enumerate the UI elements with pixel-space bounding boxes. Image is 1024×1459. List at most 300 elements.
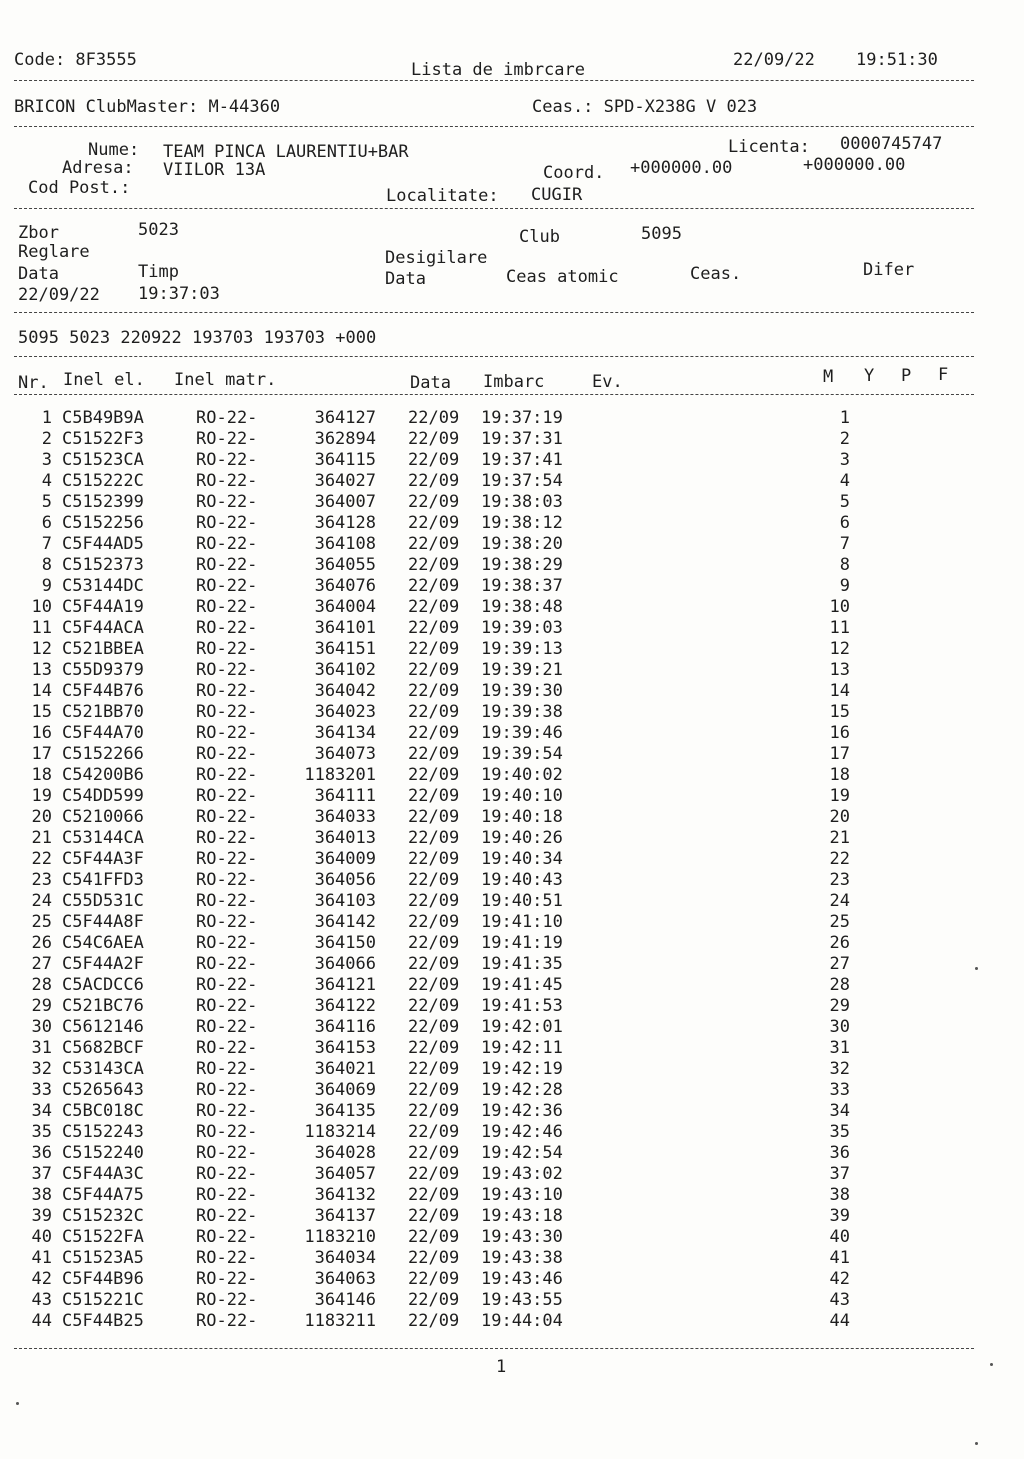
electronic-ring: C515222C bbox=[62, 471, 144, 491]
ring-prefix: RO-22- bbox=[196, 1311, 258, 1331]
ring-prefix: RO-22- bbox=[196, 1059, 258, 1079]
basket-date: 22/09 bbox=[408, 1206, 460, 1226]
basket-time: 19:39:21 bbox=[481, 660, 563, 680]
row-number: 35 bbox=[31, 1122, 52, 1142]
position-m: 20 bbox=[829, 807, 850, 827]
electronic-ring: C5F44A75 bbox=[62, 1185, 144, 1205]
electronic-ring: C51522F3 bbox=[62, 429, 144, 449]
table-row bbox=[0, 660, 1024, 681]
ring-number: 364013 bbox=[314, 828, 376, 848]
position-m: 42 bbox=[829, 1269, 850, 1289]
basket-time: 19:42:19 bbox=[481, 1059, 563, 1079]
basket-time: 19:39:38 bbox=[481, 702, 563, 722]
basket-time: 19:41:35 bbox=[481, 954, 563, 974]
table-row bbox=[0, 429, 1024, 450]
electronic-ring: C55D531C bbox=[62, 891, 144, 911]
electronic-ring: C5152399 bbox=[62, 492, 144, 512]
row-number: 41 bbox=[31, 1248, 52, 1268]
row-number: 10 bbox=[31, 597, 52, 617]
row-number: 8 bbox=[41, 555, 52, 575]
divider bbox=[14, 394, 974, 395]
position-m: 17 bbox=[829, 744, 850, 764]
basket-date: 22/09 bbox=[408, 1248, 460, 1268]
ring-prefix: RO-22- bbox=[196, 618, 258, 638]
table-row bbox=[0, 1227, 1024, 1248]
position-m: 15 bbox=[829, 702, 850, 722]
basket-date: 22/09 bbox=[408, 1017, 460, 1037]
basket-time: 19:39:03 bbox=[481, 618, 563, 638]
electronic-ring: C5152373 bbox=[62, 555, 144, 575]
basket-date: 22/09 bbox=[408, 786, 460, 806]
table-row bbox=[0, 534, 1024, 555]
ring-prefix: RO-22- bbox=[196, 1038, 258, 1058]
ring-number: 364034 bbox=[314, 1248, 376, 1268]
ring-number: 364009 bbox=[314, 849, 376, 869]
reglare-time-label: Timp bbox=[138, 262, 179, 282]
ring-number: 1183211 bbox=[304, 1311, 376, 1331]
position-m: 31 bbox=[829, 1038, 850, 1058]
club-label: Club bbox=[519, 227, 560, 247]
electronic-ring: C54C6AEA bbox=[62, 933, 144, 953]
position-m: 40 bbox=[829, 1227, 850, 1247]
club-number: 5095 bbox=[641, 224, 682, 244]
table-row bbox=[0, 1290, 1024, 1311]
basket-time: 19:39:30 bbox=[481, 681, 563, 701]
table-row bbox=[0, 912, 1024, 933]
ring-number: 364101 bbox=[314, 618, 376, 638]
postcode-label: Cod Post.: bbox=[28, 178, 131, 198]
ring-prefix: RO-22- bbox=[196, 1206, 258, 1226]
row-number: 20 bbox=[31, 807, 52, 827]
basket-date: 22/09 bbox=[408, 1185, 460, 1205]
ring-number: 364056 bbox=[314, 870, 376, 890]
table-row bbox=[0, 1059, 1024, 1080]
ring-number: 364128 bbox=[314, 513, 376, 533]
basket-date: 22/09 bbox=[408, 870, 460, 890]
electronic-ring: C521BB70 bbox=[62, 702, 144, 722]
electronic-ring: C5152256 bbox=[62, 513, 144, 533]
position-m: 1 bbox=[839, 408, 850, 428]
basket-time: 19:42:28 bbox=[481, 1080, 563, 1100]
ring-number: 364103 bbox=[314, 891, 376, 911]
ring-prefix: RO-22- bbox=[196, 1017, 258, 1037]
ring-prefix: RO-22- bbox=[196, 702, 258, 722]
electronic-ring: C55D9379 bbox=[62, 660, 144, 680]
basket-date: 22/09 bbox=[408, 891, 460, 911]
table-row bbox=[0, 1038, 1024, 1059]
position-m: 38 bbox=[829, 1185, 850, 1205]
basket-date: 22/09 bbox=[408, 723, 460, 743]
license-label: Licenta: bbox=[728, 137, 810, 157]
basket-date: 22/09 bbox=[408, 1311, 460, 1331]
ring-prefix: RO-22- bbox=[196, 765, 258, 785]
divider bbox=[14, 208, 974, 209]
ring-number: 364142 bbox=[314, 912, 376, 932]
basket-time: 19:40:34 bbox=[481, 849, 563, 869]
ring-prefix: RO-22- bbox=[196, 891, 258, 911]
electronic-ring: C51523CA bbox=[62, 450, 144, 470]
ring-prefix: RO-22- bbox=[196, 429, 258, 449]
basket-date: 22/09 bbox=[408, 534, 460, 554]
basket-date: 22/09 bbox=[408, 1059, 460, 1079]
difference-label: Difer bbox=[863, 260, 915, 280]
electronic-ring: C5F44A3C bbox=[62, 1164, 144, 1184]
table-row bbox=[0, 1185, 1024, 1206]
ring-number: 364004 bbox=[314, 597, 376, 617]
basket-time: 19:43:30 bbox=[481, 1227, 563, 1247]
electronic-ring: C5F44A70 bbox=[62, 723, 144, 743]
col-f: F bbox=[938, 365, 949, 385]
basket-date: 22/09 bbox=[408, 450, 460, 470]
basket-date: 22/09 bbox=[408, 408, 460, 428]
ring-prefix: RO-22- bbox=[196, 534, 258, 554]
ring-prefix: RO-22- bbox=[196, 576, 258, 596]
position-m: 19 bbox=[829, 786, 850, 806]
ring-prefix: RO-22- bbox=[196, 450, 258, 470]
position-m: 7 bbox=[839, 534, 850, 554]
col-nr: Nr. bbox=[18, 373, 49, 393]
table-row bbox=[0, 933, 1024, 954]
row-number: 26 bbox=[31, 933, 52, 953]
license-number: 0000745747 bbox=[840, 134, 943, 154]
basket-date: 22/09 bbox=[408, 513, 460, 533]
ring-number: 364132 bbox=[314, 1185, 376, 1205]
basket-time: 19:39:13 bbox=[481, 639, 563, 659]
table-row bbox=[0, 1269, 1024, 1290]
clock-label: Ceas.: SPD-X238G V 023 bbox=[532, 97, 758, 117]
table-row bbox=[0, 450, 1024, 471]
row-number: 19 bbox=[31, 786, 52, 806]
row-number: 42 bbox=[31, 1269, 52, 1289]
basket-time: 19:40:10 bbox=[481, 786, 563, 806]
row-number: 1 bbox=[41, 408, 52, 428]
ring-number: 364146 bbox=[314, 1290, 376, 1310]
ring-prefix: RO-22- bbox=[196, 660, 258, 680]
address-label: Adresa: bbox=[62, 158, 134, 178]
reglare-label: Reglare bbox=[18, 242, 90, 262]
electronic-ring: C5F44A8F bbox=[62, 912, 144, 932]
basket-date: 22/09 bbox=[408, 576, 460, 596]
electronic-ring: C5682BCF bbox=[62, 1038, 144, 1058]
row-number: 44 bbox=[31, 1311, 52, 1331]
basket-date: 22/09 bbox=[408, 471, 460, 491]
table-row bbox=[0, 408, 1024, 429]
table-row bbox=[0, 513, 1024, 534]
basket-date: 22/09 bbox=[408, 702, 460, 722]
col-ev: Ev. bbox=[592, 372, 623, 392]
basket-date: 22/09 bbox=[408, 429, 460, 449]
basket-date: 22/09 bbox=[408, 975, 460, 995]
row-number: 13 bbox=[31, 660, 52, 680]
ring-number: 364151 bbox=[314, 639, 376, 659]
flight-number: 5023 bbox=[138, 220, 179, 240]
position-m: 33 bbox=[829, 1080, 850, 1100]
electronic-ring: C521BBEA bbox=[62, 639, 144, 659]
electronic-ring: C53143CA bbox=[62, 1059, 144, 1079]
basket-time: 19:42:54 bbox=[481, 1143, 563, 1163]
ring-prefix: RO-22- bbox=[196, 1269, 258, 1289]
ring-prefix: RO-22- bbox=[196, 996, 258, 1016]
row-number: 14 bbox=[31, 681, 52, 701]
ring-prefix: RO-22- bbox=[196, 870, 258, 890]
desigilare-label: Desigilare bbox=[385, 248, 488, 268]
position-m: 29 bbox=[829, 996, 850, 1016]
basket-time: 19:43:18 bbox=[481, 1206, 563, 1226]
position-m: 2 bbox=[839, 429, 850, 449]
divider bbox=[14, 356, 974, 357]
row-number: 16 bbox=[31, 723, 52, 743]
desigilare-date-label: Data bbox=[385, 269, 426, 289]
table-row bbox=[0, 618, 1024, 639]
scan-speck bbox=[975, 967, 978, 970]
row-number: 32 bbox=[31, 1059, 52, 1079]
divider bbox=[14, 1348, 974, 1349]
ring-number: 364069 bbox=[314, 1080, 376, 1100]
basket-time: 19:37:54 bbox=[481, 471, 563, 491]
ring-number: 364115 bbox=[314, 450, 376, 470]
scan-speck bbox=[975, 1442, 978, 1445]
position-m: 6 bbox=[839, 513, 850, 533]
basket-date: 22/09 bbox=[408, 912, 460, 932]
basket-date: 22/09 bbox=[408, 744, 460, 764]
electronic-ring: C515232C bbox=[62, 1206, 144, 1226]
electronic-ring: C5612146 bbox=[62, 1017, 144, 1037]
basket-time: 19:43:02 bbox=[481, 1164, 563, 1184]
position-m: 35 bbox=[829, 1122, 850, 1142]
table-row bbox=[0, 786, 1024, 807]
basket-date: 22/09 bbox=[408, 807, 460, 827]
electronic-ring: C51523A5 bbox=[62, 1248, 144, 1268]
basket-date: 22/09 bbox=[408, 1227, 460, 1247]
position-m: 32 bbox=[829, 1059, 850, 1079]
ring-prefix: RO-22- bbox=[196, 639, 258, 659]
position-m: 9 bbox=[839, 576, 850, 596]
ring-number: 364042 bbox=[314, 681, 376, 701]
basket-date: 22/09 bbox=[408, 828, 460, 848]
coord-value-2: +000000.00 bbox=[803, 155, 906, 175]
row-number: 9 bbox=[41, 576, 52, 596]
electronic-ring: C541FFD3 bbox=[62, 870, 144, 890]
table-row bbox=[0, 723, 1024, 744]
ring-number: 364121 bbox=[314, 975, 376, 995]
table-row bbox=[0, 492, 1024, 513]
locality-label: Localitate: bbox=[386, 186, 499, 206]
basket-time: 19:38:12 bbox=[481, 513, 563, 533]
scan-speck bbox=[990, 1363, 993, 1366]
basket-time: 19:37:41 bbox=[481, 450, 563, 470]
ring-prefix: RO-22- bbox=[196, 681, 258, 701]
print-time: 19:51:30 bbox=[856, 50, 938, 70]
basket-time: 19:38:29 bbox=[481, 555, 563, 575]
electronic-ring: C54DD599 bbox=[62, 786, 144, 806]
basket-time: 19:41:53 bbox=[481, 996, 563, 1016]
ring-number: 364108 bbox=[314, 534, 376, 554]
position-m: 16 bbox=[829, 723, 850, 743]
electronic-ring: C5F44A3F bbox=[62, 849, 144, 869]
ring-number: 364021 bbox=[314, 1059, 376, 1079]
table-row bbox=[0, 975, 1024, 996]
electronic-ring: C5B49B9A bbox=[62, 408, 144, 428]
ring-prefix: RO-22- bbox=[196, 807, 258, 827]
divider bbox=[14, 312, 974, 313]
electronic-ring: C53144CA bbox=[62, 828, 144, 848]
row-number: 4 bbox=[41, 471, 52, 491]
basket-time: 19:43:55 bbox=[481, 1290, 563, 1310]
flight-label: Zbor bbox=[18, 223, 59, 243]
ring-prefix: RO-22- bbox=[196, 1143, 258, 1163]
basket-time: 19:40:02 bbox=[481, 765, 563, 785]
basketing-table bbox=[0, 408, 1024, 1332]
ring-number: 364066 bbox=[314, 954, 376, 974]
basket-date: 22/09 bbox=[408, 555, 460, 575]
table-row bbox=[0, 639, 1024, 660]
row-number: 39 bbox=[31, 1206, 52, 1226]
position-m: 28 bbox=[829, 975, 850, 995]
electronic-ring: C5152243 bbox=[62, 1122, 144, 1142]
clock-column-label: Ceas. bbox=[690, 264, 742, 284]
ring-prefix: RO-22- bbox=[196, 1164, 258, 1184]
basket-time: 19:39:46 bbox=[481, 723, 563, 743]
col-inel-el: Inel el. bbox=[63, 370, 145, 390]
print-date: 22/09/22 bbox=[733, 50, 815, 70]
electronic-ring: C5ACDCC6 bbox=[62, 975, 144, 995]
page-number: 1 bbox=[496, 1357, 507, 1377]
position-m: 39 bbox=[829, 1206, 850, 1226]
ring-number: 364033 bbox=[314, 807, 376, 827]
ring-number: 364150 bbox=[314, 933, 376, 953]
row-number: 22 bbox=[31, 849, 52, 869]
position-m: 4 bbox=[839, 471, 850, 491]
position-m: 14 bbox=[829, 681, 850, 701]
ring-number: 364028 bbox=[314, 1143, 376, 1163]
ring-number: 364127 bbox=[314, 408, 376, 428]
table-row bbox=[0, 1143, 1024, 1164]
ring-prefix: RO-22- bbox=[196, 1080, 258, 1100]
ring-number: 364007 bbox=[314, 492, 376, 512]
row-number: 40 bbox=[31, 1227, 52, 1247]
ring-prefix: RO-22- bbox=[196, 723, 258, 743]
row-number: 36 bbox=[31, 1143, 52, 1163]
table-row bbox=[0, 1311, 1024, 1332]
row-number: 28 bbox=[31, 975, 52, 995]
row-number: 37 bbox=[31, 1164, 52, 1184]
divider bbox=[14, 80, 974, 81]
ring-prefix: RO-22- bbox=[196, 1227, 258, 1247]
table-row bbox=[0, 765, 1024, 786]
ring-prefix: RO-22- bbox=[196, 1290, 258, 1310]
row-number: 11 bbox=[31, 618, 52, 638]
table-row bbox=[0, 576, 1024, 597]
ring-number: 1183214 bbox=[304, 1122, 376, 1142]
electronic-ring: C5BC018C bbox=[62, 1101, 144, 1121]
basket-time: 19:43:10 bbox=[481, 1185, 563, 1205]
table-row bbox=[0, 1248, 1024, 1269]
electronic-ring: C5F44B96 bbox=[62, 1269, 144, 1289]
ring-number: 364055 bbox=[314, 555, 376, 575]
ring-number: 364023 bbox=[314, 702, 376, 722]
reglare-date: 22/09/22 bbox=[18, 285, 100, 305]
basket-time: 19:42:01 bbox=[481, 1017, 563, 1037]
row-number: 29 bbox=[31, 996, 52, 1016]
position-m: 24 bbox=[829, 891, 850, 911]
table-row bbox=[0, 681, 1024, 702]
basket-time: 19:39:54 bbox=[481, 744, 563, 764]
basket-time: 19:41:45 bbox=[481, 975, 563, 995]
ring-number: 364111 bbox=[314, 786, 376, 806]
electronic-ring: C521BC76 bbox=[62, 996, 144, 1016]
basket-date: 22/09 bbox=[408, 996, 460, 1016]
basket-date: 22/09 bbox=[408, 1269, 460, 1289]
basket-time: 19:40:43 bbox=[481, 870, 563, 890]
row-number: 21 bbox=[31, 828, 52, 848]
electronic-ring: C5F44B25 bbox=[62, 1311, 144, 1331]
ring-number: 364137 bbox=[314, 1206, 376, 1226]
electronic-ring: C5F44ACA bbox=[62, 618, 144, 638]
position-m: 11 bbox=[829, 618, 850, 638]
row-number: 25 bbox=[31, 912, 52, 932]
row-number: 2 bbox=[41, 429, 52, 449]
basket-date: 22/09 bbox=[408, 492, 460, 512]
electronic-ring: C5F44AD5 bbox=[62, 534, 144, 554]
basket-date: 22/09 bbox=[408, 1143, 460, 1163]
basket-date: 22/09 bbox=[408, 639, 460, 659]
basket-time: 19:42:36 bbox=[481, 1101, 563, 1121]
document-title: Lista de imbrcare bbox=[411, 60, 585, 80]
basket-time: 19:37:31 bbox=[481, 429, 563, 449]
position-m: 26 bbox=[829, 933, 850, 953]
table-row bbox=[0, 1080, 1024, 1101]
position-m: 21 bbox=[829, 828, 850, 848]
col-imbarc: Imbarc bbox=[483, 372, 545, 392]
basket-date: 22/09 bbox=[408, 954, 460, 974]
basket-time: 19:42:46 bbox=[481, 1122, 563, 1142]
reglare-date-label: Data bbox=[18, 264, 59, 284]
position-m: 5 bbox=[839, 492, 850, 512]
ring-number: 364102 bbox=[314, 660, 376, 680]
row-number: 31 bbox=[31, 1038, 52, 1058]
divider bbox=[14, 126, 974, 127]
row-number: 5 bbox=[41, 492, 52, 512]
basket-date: 22/09 bbox=[408, 597, 460, 617]
col-inel-matr: Inel matr. bbox=[174, 370, 277, 390]
basket-date: 22/09 bbox=[408, 1101, 460, 1121]
owner-name: TEAM PINCA LAURENTIU+BAR bbox=[163, 142, 409, 162]
basket-date: 22/09 bbox=[408, 618, 460, 638]
basket-date: 22/09 bbox=[408, 1122, 460, 1142]
position-m: 13 bbox=[829, 660, 850, 680]
table-row bbox=[0, 891, 1024, 912]
position-m: 10 bbox=[829, 597, 850, 617]
electronic-ring: C53144DC bbox=[62, 576, 144, 596]
ring-prefix: RO-22- bbox=[196, 1248, 258, 1268]
table-row bbox=[0, 1122, 1024, 1143]
ring-prefix: RO-22- bbox=[196, 975, 258, 995]
coord-value-1: +000000.00 bbox=[630, 158, 733, 178]
electronic-ring: C5F44A19 bbox=[62, 597, 144, 617]
ring-number: 1183210 bbox=[304, 1227, 376, 1247]
electronic-ring: C54200B6 bbox=[62, 765, 144, 785]
ring-prefix: RO-22- bbox=[196, 828, 258, 848]
address-value: VIILOR 13A bbox=[163, 160, 266, 180]
basket-time: 19:38:03 bbox=[481, 492, 563, 512]
table-row bbox=[0, 1206, 1024, 1227]
position-m: 22 bbox=[829, 849, 850, 869]
row-number: 30 bbox=[31, 1017, 52, 1037]
atomic-clock-label: Ceas atomic bbox=[506, 267, 619, 287]
ring-number: 364122 bbox=[314, 996, 376, 1016]
row-number: 33 bbox=[31, 1080, 52, 1100]
col-m: M bbox=[823, 367, 834, 387]
